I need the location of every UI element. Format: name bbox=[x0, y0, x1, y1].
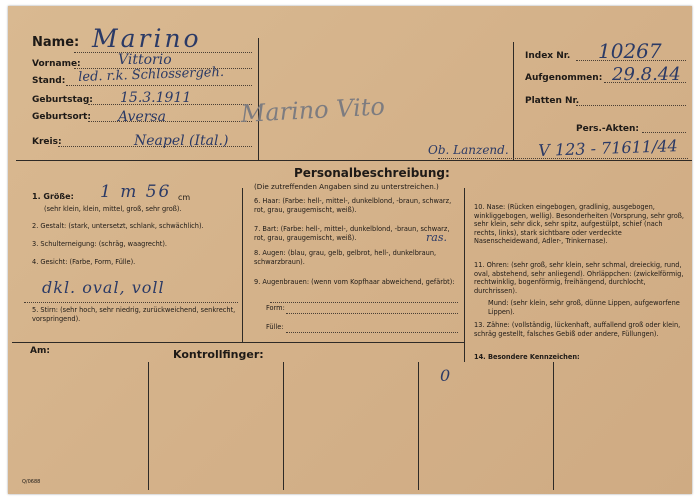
personal-title: Personalbeschreibung: bbox=[294, 166, 450, 180]
index-label: Index Nr. bbox=[525, 51, 571, 61]
augenbrauen-line bbox=[270, 302, 458, 303]
gesicht: 4. Gesicht: (Farbe, Form, Fülle). bbox=[32, 258, 136, 266]
besondere-kennzeichen: 14. Besondere Kennzeichen: bbox=[474, 353, 580, 361]
geburtstag-value: 15.3.1911 bbox=[120, 90, 192, 106]
index-value: 10267 bbox=[598, 39, 662, 63]
finger-box-mark: 0 bbox=[440, 366, 451, 385]
finger-box-divider-1 bbox=[148, 362, 149, 490]
groesse-label: 1. Größe: bbox=[32, 192, 74, 201]
geburtsort-label: Geburtsort: bbox=[32, 112, 91, 122]
platten-label: Platten Nr. bbox=[525, 96, 580, 106]
column-divider-1 bbox=[242, 188, 243, 342]
name-label: Name: bbox=[32, 35, 80, 50]
persakten-label: Pers.-Akten: bbox=[576, 124, 640, 134]
platten-line bbox=[576, 105, 686, 106]
kreis-value: Neapel (Ital.) bbox=[134, 133, 229, 149]
geburtsort-line bbox=[88, 121, 252, 122]
groesse-unit: cm bbox=[178, 193, 191, 202]
header-right-divider bbox=[513, 42, 514, 160]
gesicht-line bbox=[24, 302, 238, 303]
mund: Mund: (sehr klein, sehr groß, dünne Lippen, aufgeworfene Lippen). bbox=[488, 299, 680, 316]
top-section-divider bbox=[16, 160, 692, 161]
akten-value: V 123 - 71611/44 bbox=[538, 136, 678, 160]
finger-box-divider-4 bbox=[553, 362, 554, 490]
stirn: 5. Stirn: (sehr hoch, sehr niedrig, zurückweichend, senkrecht, vorspringend). bbox=[32, 306, 236, 323]
form-label: Form: bbox=[266, 304, 285, 312]
am-label: Am: bbox=[30, 346, 50, 356]
haar: 6. Haar: (Farbe: hell-, mittel-, dunkelblond, -braun, schwarz, rot, grau, graugemischt, weiß). bbox=[254, 197, 452, 214]
stand-value: led. r.k. Schlossergeh. bbox=[78, 64, 225, 85]
stand-label: Stand: bbox=[32, 76, 66, 86]
police-record-card bbox=[8, 6, 692, 494]
fuelle-line bbox=[286, 332, 458, 333]
finger-box-divider-2 bbox=[283, 362, 284, 490]
augen: 8. Augen: (blau, grau, gelb, gelbrot, hell-, dunkelbraun, schwarzbraun). bbox=[254, 249, 437, 266]
finger-box-divider-3 bbox=[418, 362, 419, 490]
schulterneigung: 3. Schulterneigung: (schräg, waagrecht). bbox=[32, 240, 168, 248]
form-line bbox=[286, 313, 458, 314]
augenbrauen: 9. Augenbrauen: (wenn vom Kopfhaar abweichend, gefärbt): bbox=[254, 278, 455, 286]
ohren: 11. Ohren: (sehr groß, sehr klein, sehr schmal, dreieckig, rund, oval, abstehend, sehr anliegend). Ohrläppchen: (zwickelförmig, rechtwinklig, bogenförmig, freihängend, durchlocht, durchrissen). bbox=[474, 261, 684, 295]
gestalt: 2. Gestalt: (stark, untersetzt, schlank, schwächlich). bbox=[32, 222, 204, 230]
geburtstag-label: Geburtstag: bbox=[32, 95, 93, 105]
groesse-value: 1 m 56 bbox=[100, 182, 172, 202]
persakten-line bbox=[642, 132, 686, 133]
bottom-section-divider bbox=[12, 342, 464, 343]
column-divider-2 bbox=[464, 188, 465, 362]
groesse-options: (sehr klein, klein, mittel, groß, sehr groß). bbox=[44, 205, 182, 213]
aufgenommen-label: Aufgenommen: bbox=[525, 73, 603, 83]
geburtsort-value: Aversa bbox=[118, 109, 166, 125]
nase: 10. Nase: (Rücken eingebogen, gradlinig, ausgebogen, winkliggebogen, wellig). Besonderheiten (Vorsprung, sehr groß, sehr klein, sehr dick, sehr spitz, aufgestülpt, schief (nach rechts, links), stark sichtbare oder verdeckte Nasenscheidewand, Adler-, Trinkernase). bbox=[474, 203, 684, 246]
zaehne: 13. Zähne: (vollständig, lückenhaft, auffallend groß oder klein, schräg gestellt, falsches Gebiß oder andere, Füllungen). bbox=[474, 321, 681, 338]
signature: Marino Vito bbox=[240, 92, 386, 128]
vorname-value: Vittorio bbox=[118, 52, 172, 68]
vorname-label: Vorname: bbox=[32, 59, 81, 69]
bart-value: ras. bbox=[426, 231, 447, 244]
personal-subtitle: (Die zutreffenden Angaben sind zu unterstreichen.) bbox=[254, 182, 439, 191]
bart: 7. Bart: (Farbe: hell-, mittel-, dunkelblond, -braun, schwarz, rot, grau, graugemischt, weiß). bbox=[254, 225, 450, 242]
fuelle-label: Fülle: bbox=[266, 323, 284, 331]
kreis-label: Kreis: bbox=[32, 137, 62, 147]
form-code: Q/0688 bbox=[22, 479, 41, 485]
gesicht-value: dkl. oval, voll bbox=[42, 278, 165, 297]
kontrollfinger-label: Kontrollfinger: bbox=[173, 348, 264, 361]
name-value: Marino bbox=[92, 24, 202, 53]
aufgenommen-value: 29.8.44 bbox=[612, 64, 681, 85]
stand-line bbox=[66, 85, 252, 86]
ob-note: Ob. Lanzend. bbox=[428, 143, 509, 157]
